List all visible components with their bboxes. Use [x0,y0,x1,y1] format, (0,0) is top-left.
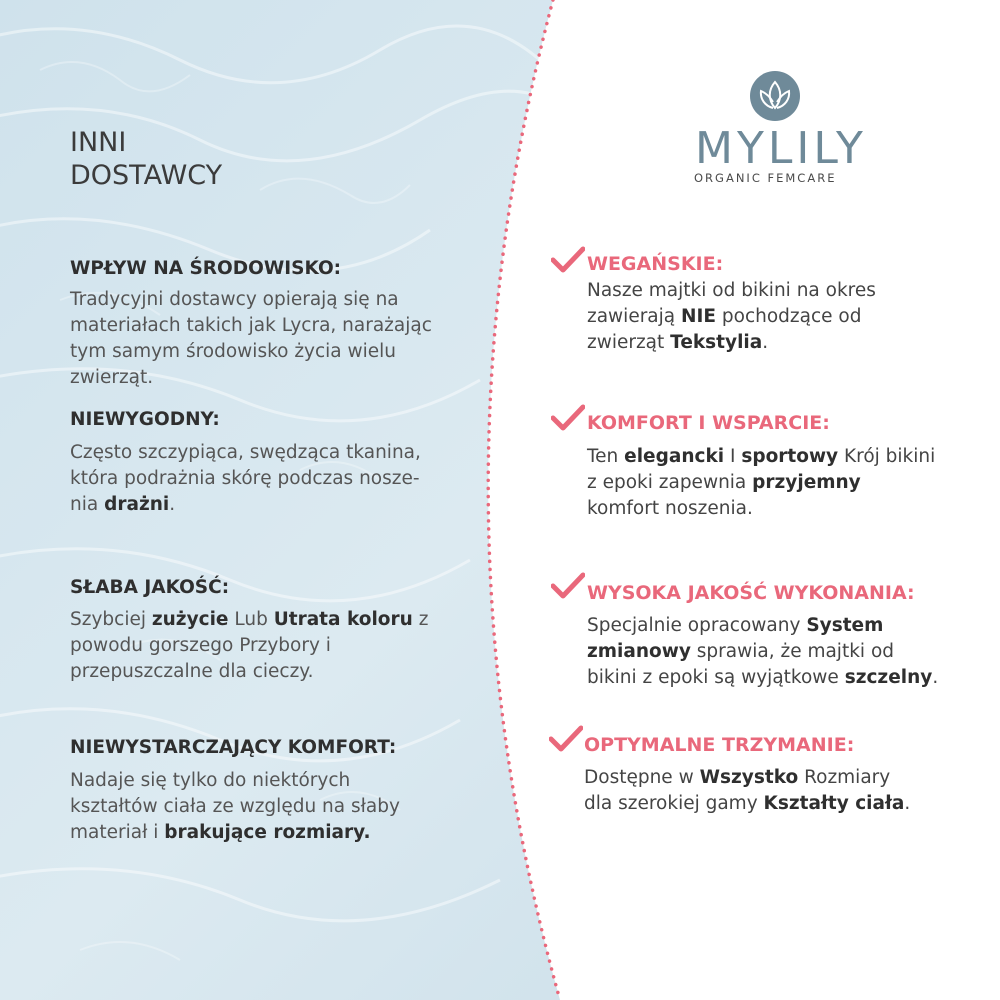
check-icon [549,725,583,753]
left-title [70,126,222,192]
right-heading-fit: OPTYMALNE TRZYMANIE: [584,734,855,756]
check-icon [551,572,585,600]
left-heading-comfort: NIEWYSTARCZAJĄCY KOMFORT: [70,737,397,758]
left-title-line1: INNI [70,127,127,158]
lotus-icon [749,70,801,122]
left-text-quality: Szybciej zużycie Lub Utrata koloru z powodu gorszego Przybory i przepuszczalne dla cieczy. [70,609,429,682]
left-text-environment: Tradycyjni dostawcy opierają się na materiałach takich jak Lycra, narażając tym samym środowisko życia wielu zwierząt. [70,289,432,388]
brand-name: MYLILY [695,123,867,174]
right-heading-vegan: WEGAŃSKIE: [587,253,724,275]
right-text-fit: Dostępne w Wszystko Rozmiary dla szerokiej gamy Kształty ciała. [584,767,911,814]
left-text-comfort: Nadaje się tylko do niektórych kształtów ciała ze względu na słaby materiał i brakujące rozmiary. [70,770,400,843]
right-text-quality: Specjalnie opracowany System zmianowy sprawia, że majtki od bikini z epoki są wyjątkowe szczelny. [587,615,939,688]
check-icon [551,246,585,274]
left-heading-environment: WPŁYW NA ŚRODOWISKO: [70,258,342,279]
check-icon [551,404,585,432]
right-heading-comfort: KOMFORT I WSPARCIE: [587,412,830,434]
brand-tagline: ORGANIC FEMCARE [694,171,837,185]
right-heading-quality: WYSOKA JAKOŚĆ WYKONANIA: [587,582,915,604]
left-title-line2: DOSTAWCY [70,160,223,191]
left-text-uncomfortable: Często szczypiąca, swędząca tkanina, która podrażnia skórę podczas nosze- nia drażni. [70,442,421,515]
left-heading-quality: SŁABA JAKOŚĆ: [70,577,230,598]
right-text-vegan: Nasze majtki od bikini na okres zawierają NIE pochodzące od zwierząt Tekstylia. [587,280,876,353]
right-text-comfort: Ten elegancki I sportowy Krój bikini z epoki zapewnia przyjemny komfort noszenia. [587,446,936,519]
left-heading-uncomfortable: NIEWYGODNY: [70,409,220,430]
